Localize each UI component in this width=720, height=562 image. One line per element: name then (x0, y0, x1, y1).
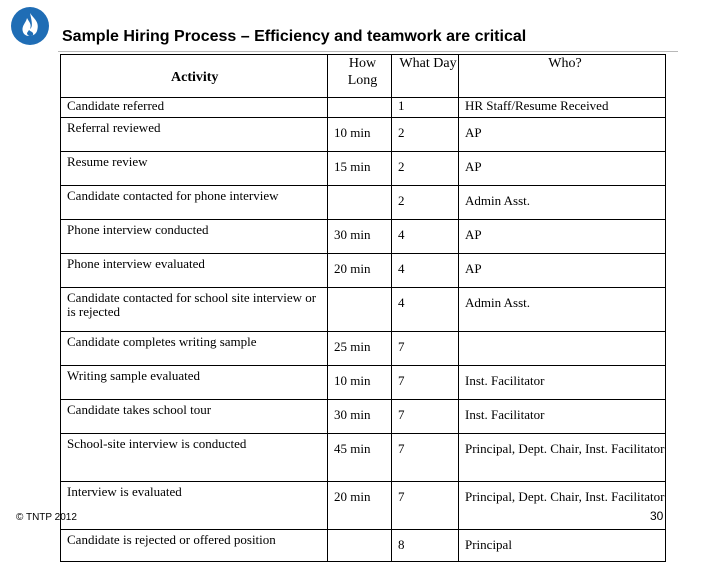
how-long-cell: 30 min (328, 220, 392, 254)
who-cell: Inst. Facilitator (459, 366, 666, 400)
how-long-cell: 15 min (328, 152, 392, 186)
how-long-column-header: How Long (328, 55, 392, 98)
table-row (61, 288, 666, 332)
day-cell: 2 (392, 186, 459, 220)
table-row (61, 118, 666, 152)
table-row (61, 332, 666, 366)
how-long-cell: 10 min (328, 118, 392, 152)
table-row (61, 530, 666, 562)
day-cell: 7 (392, 400, 459, 434)
day-cell: 7 (392, 434, 459, 482)
activity-cell: Candidate is rejected or offered position (61, 530, 328, 562)
who-cell: Admin Asst. (459, 288, 666, 332)
activity-header-cell (61, 55, 328, 98)
activity-cell: Phone interview evaluated (61, 254, 328, 288)
how-long-cell (328, 98, 392, 118)
day-cell: 2 (392, 152, 459, 186)
who-cell: Admin Asst. (459, 186, 666, 220)
who-cell: AP (459, 220, 666, 254)
table-row (61, 434, 666, 482)
what-day-column-header: What Day (392, 55, 459, 98)
table-row (61, 254, 666, 288)
how-long-cell (328, 186, 392, 220)
table-row (61, 482, 666, 530)
who-cell: AP (459, 152, 666, 186)
who-cell (459, 332, 666, 366)
how-long-cell (328, 530, 392, 562)
who-cell: AP (459, 254, 666, 288)
who-cell: HR Staff/Resume Received (459, 98, 666, 118)
who-cell: Principal (459, 530, 666, 562)
hiring-process-table (60, 54, 666, 562)
page-title: Sample Hiring Process – Efficiency and teamwork are critical (62, 28, 527, 45)
table-row (61, 220, 666, 254)
activity-cell: School-site interview is conducted (61, 434, 328, 482)
day-cell: 4 (392, 254, 459, 288)
activity-cell: Candidate contacted for school site interview or is rejected (61, 288, 328, 332)
table-row (61, 400, 666, 434)
table-row (61, 98, 666, 118)
activity-cell: Candidate contacted for phone interview (61, 186, 328, 220)
how-long-cell: 20 min (328, 482, 392, 530)
day-cell: 4 (392, 220, 459, 254)
table-header-row (61, 55, 666, 98)
title-divider (58, 51, 678, 52)
activity-cell: Candidate takes school tour (61, 400, 328, 434)
who-cell: Principal, Dept. Chair, Inst. Facilitator (459, 482, 666, 530)
activity-column-header: Activity (171, 70, 219, 85)
how-long-cell: 10 min (328, 366, 392, 400)
activity-cell: Interview is evaluated (61, 482, 328, 530)
how-long-cell: 45 min (328, 434, 392, 482)
activity-cell: Resume review (61, 152, 328, 186)
activity-cell: Writing sample evaluated (61, 366, 328, 400)
activity-cell: Referral reviewed (61, 118, 328, 152)
day-cell: 2 (392, 118, 459, 152)
how-long-cell: 30 min (328, 400, 392, 434)
who-cell: Inst. Facilitator (459, 400, 666, 434)
day-cell: 1 (392, 98, 459, 118)
how-long-cell (328, 288, 392, 332)
how-long-cell: 20 min (328, 254, 392, 288)
page-number: 30 (650, 509, 664, 523)
who-cell: Principal, Dept. Chair, Inst. Facilitator (459, 434, 666, 482)
how-long-cell: 25 min (328, 332, 392, 366)
table-row (61, 152, 666, 186)
activity-cell: Candidate completes writing sample (61, 332, 328, 366)
day-cell: 7 (392, 332, 459, 366)
who-column-header: Who? (459, 55, 666, 98)
activity-cell: Phone interview conducted (61, 220, 328, 254)
copyright-text: © TNTP 2012 (16, 512, 77, 523)
day-cell: 4 (392, 288, 459, 332)
activity-cell: Candidate referred (61, 98, 328, 118)
day-cell: 7 (392, 366, 459, 400)
tntp-flame-logo-icon (10, 6, 50, 46)
table-row (61, 366, 666, 400)
who-cell: AP (459, 118, 666, 152)
day-cell: 8 (392, 530, 459, 562)
day-cell: 7 (392, 482, 459, 530)
table-row (61, 186, 666, 220)
